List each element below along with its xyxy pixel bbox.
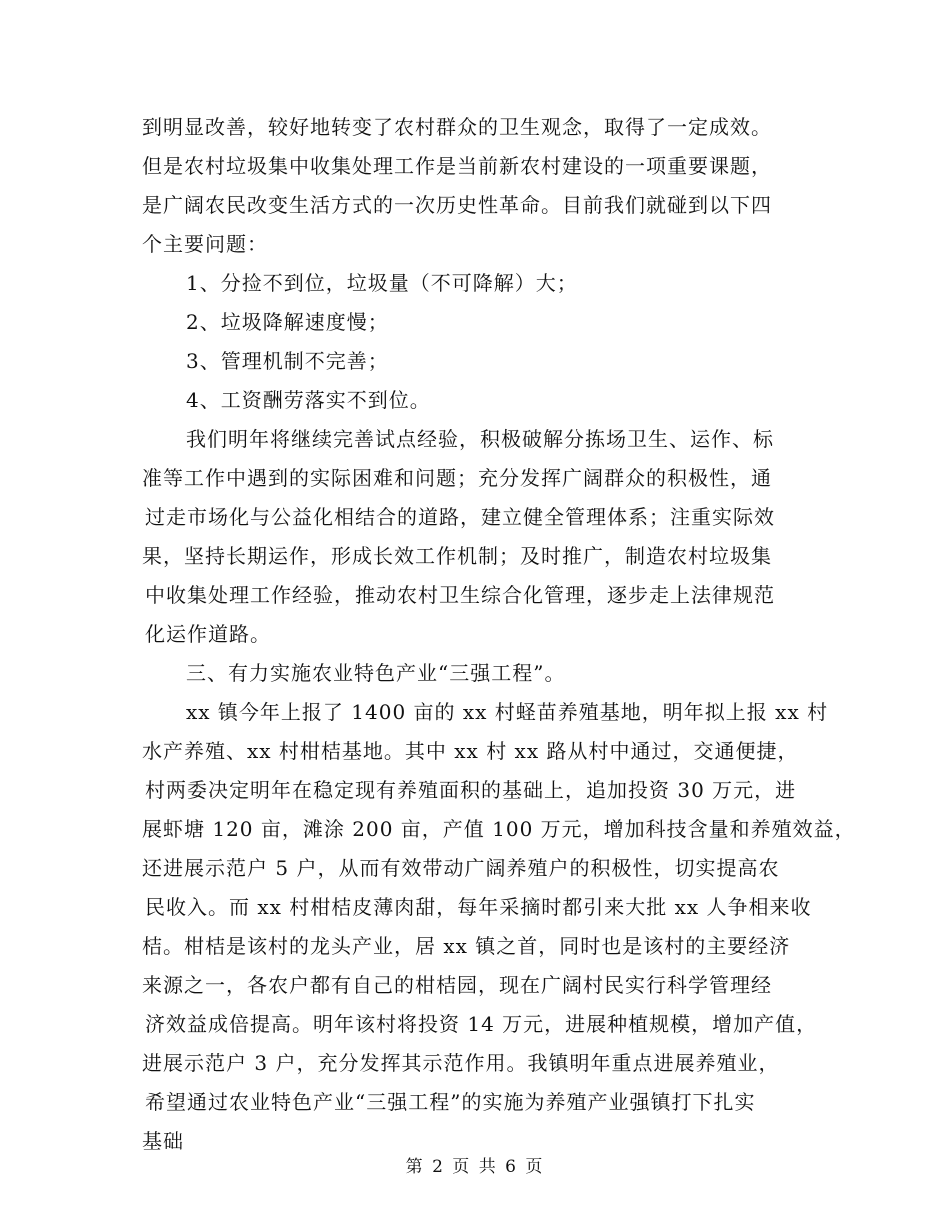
text-line: 果，坚持长期运作，形成长效工作机制；及时推广，制造农村垃圾集 [142,544,772,568]
text-line: 村两委决定明年在稳定现有养殖面积的基础上，追加投资 30 万元，进 [145,778,797,802]
list-item: 4、工资酬劳落实不到位。 [186,388,431,412]
text-line: 基础 [142,1129,184,1153]
text-line: 来源之一，各农户都有自己的柑桔园，现在广阔村民实行科学管理经 [142,973,772,997]
text-line: 化运作道路。 [145,622,271,646]
text-line: xx 镇今年上报了 1400 亩的 xx 村蛏苗养殖基地，明年拟上报 xx 村 [186,700,829,724]
text-line: 济效益成倍提高。明年该村将投资 14 万元，进展种植规模，增加产值， [145,1012,818,1036]
text-line: 民收入。而 xx 村柑桔皮薄肉甜，每年采摘时都引来大批 xx 人争相来收 [145,895,812,919]
section-heading: 三、有力实施农业特色产业“三强工程”。 [186,661,566,685]
list-item: 2、垃圾降解速度慢； [186,310,389,334]
text-line: 进展示范户 3 户，充分发挥其示范作用。我镇明年重点进展养殖业， [142,1051,780,1075]
text-line: 到明显改善，较好地转变了农村群众的卫生观念，取得了一定成效。 [142,115,772,139]
text-line: 个主要问题： [142,232,268,256]
text-line: 水产养殖、xx 村柑桔基地。其中 xx 村 xx 路从村中通过，交通便捷， [142,739,799,763]
text-line: 还进展示范户 5 户，从而有效带动广阔养殖户的积极性，切实提高农 [142,856,780,880]
text-line: 中收集处理工作经验，推动农村卫生综合化管理，逐步走上法律规范 [145,583,775,607]
text-line: 但是农村垃圾集中收集处理工作是当前新农村建设的一项重要课题， [142,154,772,178]
text-line: 展虾塘 120 亩，滩涂 200 亩，产值 100 万元，增加科技含量和养殖效益， [142,817,856,841]
text-line: 我们明年将继续完善试点经验，积极破解分拣场卫生、运作、标 [186,427,774,451]
list-item: 3、管理机制不完善； [186,349,389,373]
text-line: 是广阔农民改变生活方式的一次历史性革命。目前我们就碰到以下四 [142,193,772,217]
text-line: 希望通过农业特色产业“三强工程”的实施为养殖产业强镇打下扎实 [145,1090,756,1114]
text-line: 准等工作中遇到的实际困难和问题；充分发挥广阔群众的积极性，通 [142,466,772,490]
page-number-footer: 第 2 页 共 6 页 [405,1157,545,1177]
text-line: 桔。柑桔是该村的龙头产业，居 xx 镇之首，同时也是该村的主要经济 [142,934,791,958]
text-line: 过走市场化与公益化相结合的道路，建立健全管理体系；注重实际效 [145,505,775,529]
list-item: 1、分捡不到位，垃圾量（不可降解）大； [186,271,578,295]
body-text [0,108,950,1161]
